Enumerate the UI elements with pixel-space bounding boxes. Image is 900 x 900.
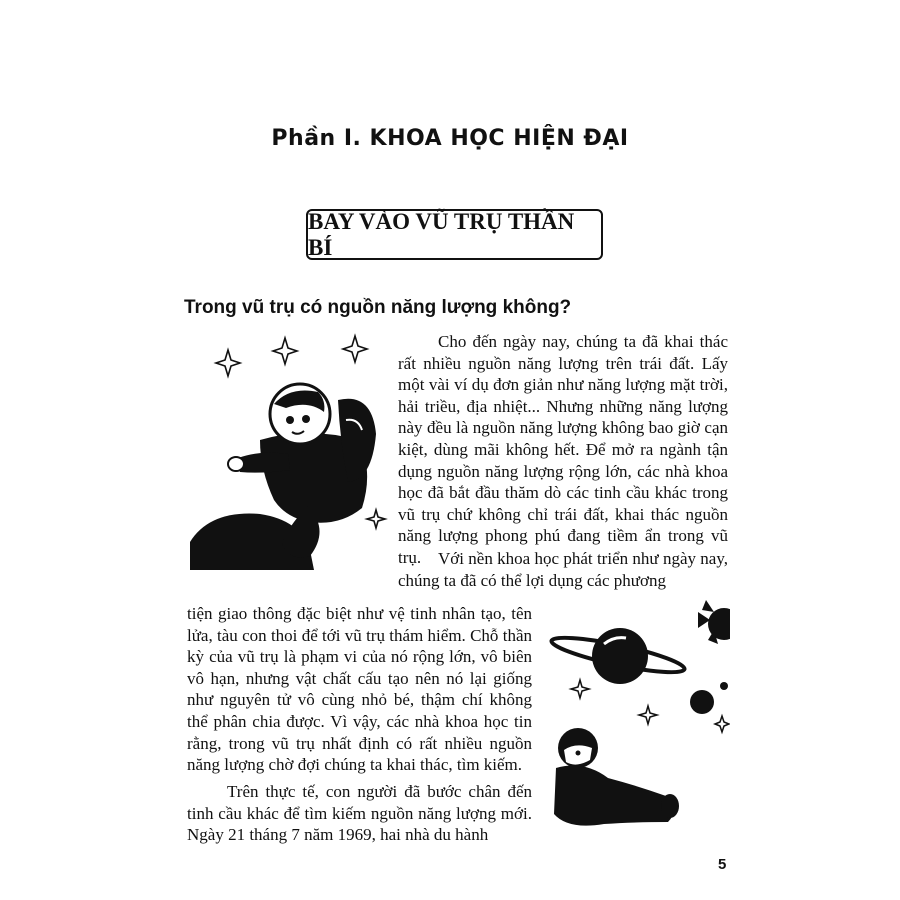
section-title-box [306,209,603,260]
paragraph-2: Với nền khoa học phát triển như ngày nay, chúng ta đã có thể lợi dụng các phương [398,549,728,590]
question-heading: Trong vũ trụ có nguồn năng lượng không? [184,297,572,318]
paragraph-4: Trên thực tế, con người đã bước chân đến tinh cầu khác để tìm kiếm nguồn năng lượng mới. Ngày 21 tháng 7 năm 1969, hai nhà du hành [187,782,532,845]
page-number: 5 [718,856,727,873]
part-title: Phần I. KHOA HỌC HIỆN ĐẠI [271,126,629,151]
astronaut-cartoon-icon [190,330,390,570]
paragraph-3: tiện giao thông đặc biệt như vệ tinh nhân tạo, tên lửa, tàu con thoi để tới vũ trụ thám hiểm. Chỗ thần kỳ của vũ trụ là phạm vi của nó rộng lớn, vô biên vô hạn, nhưng vật chất cấu tạo nên nó lại giống như nguyên tử vô cùng nhỏ bé, thậm chí không thể phân chia được. Vì vậy, các nhà khoa học tin rằng, trong vũ trụ nhất định có rất nhiều nguồn năng lượng chờ đợi chúng ta khai thác, tìm kiếm. [187,604,532,775]
planets-and-child-cartoon-icon [548,600,730,840]
paragraph-1: Cho đến ngày nay, chúng ta đã khai thác rất nhiều nguồn năng lượng trên trái đất. Lấy một vài ví dụ đơn giản như năng lượng mặt trời, hải triều, địa nhiệt... Nhưng những năng lượng này đều là nguồn năng lượng không bao giờ cạn kiệt, dùng mãi không hết. Để mở ra ngành tận dụng nguồn năng lượng rộng lớn, các nhà khoa học đã bắt đầu thăm dò các tinh cầu khác trong vũ trụ chứ không chỉ trái đất, khai thác nguồn năng lượng phong phú đang tiềm ẩn trong vũ trụ. [398,332,728,567]
section-title: BAY VÀO VŨ TRỤ THẦN BÍ [308,208,575,260]
